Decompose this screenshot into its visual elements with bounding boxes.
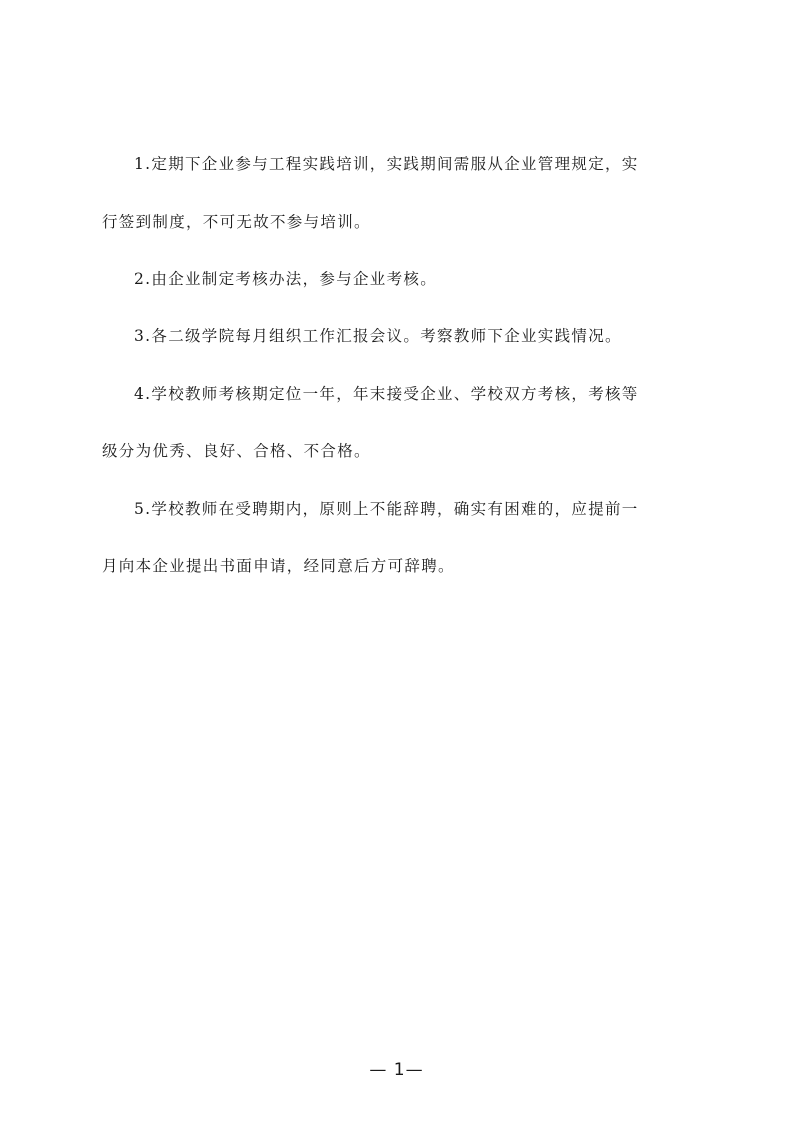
item-1-line-2: 行签到制度，不可无故不参与培训。	[102, 213, 371, 231]
item-1-line-1: 1.定期下企业参与工程实践培训，实践期间需服从企业管理规定，实	[134, 155, 639, 173]
item-4-line-2: 级分为优秀、良好、合格、不合格。	[102, 442, 371, 460]
item-5-line-2: 月向本企业提出书面申请，经同意后方可辞聘。	[102, 557, 455, 575]
item-4-line-1: 4.学校教师考核期定位一年，年末接受企业、学校双方考核，考核等	[134, 385, 639, 403]
page-number: — 1—	[369, 1060, 424, 1080]
item-5-line-1: 5.学校教师在受聘期内，原则上不能辞聘，确实有困难的，应提前一	[134, 500, 639, 518]
item-3-line-1: 3.各二级学院每月组织工作汇报会议。考察教师下企业实践情况。	[134, 327, 622, 345]
item-2-line-1: 2.由企业制定考核办法，参与企业考核。	[134, 270, 437, 288]
